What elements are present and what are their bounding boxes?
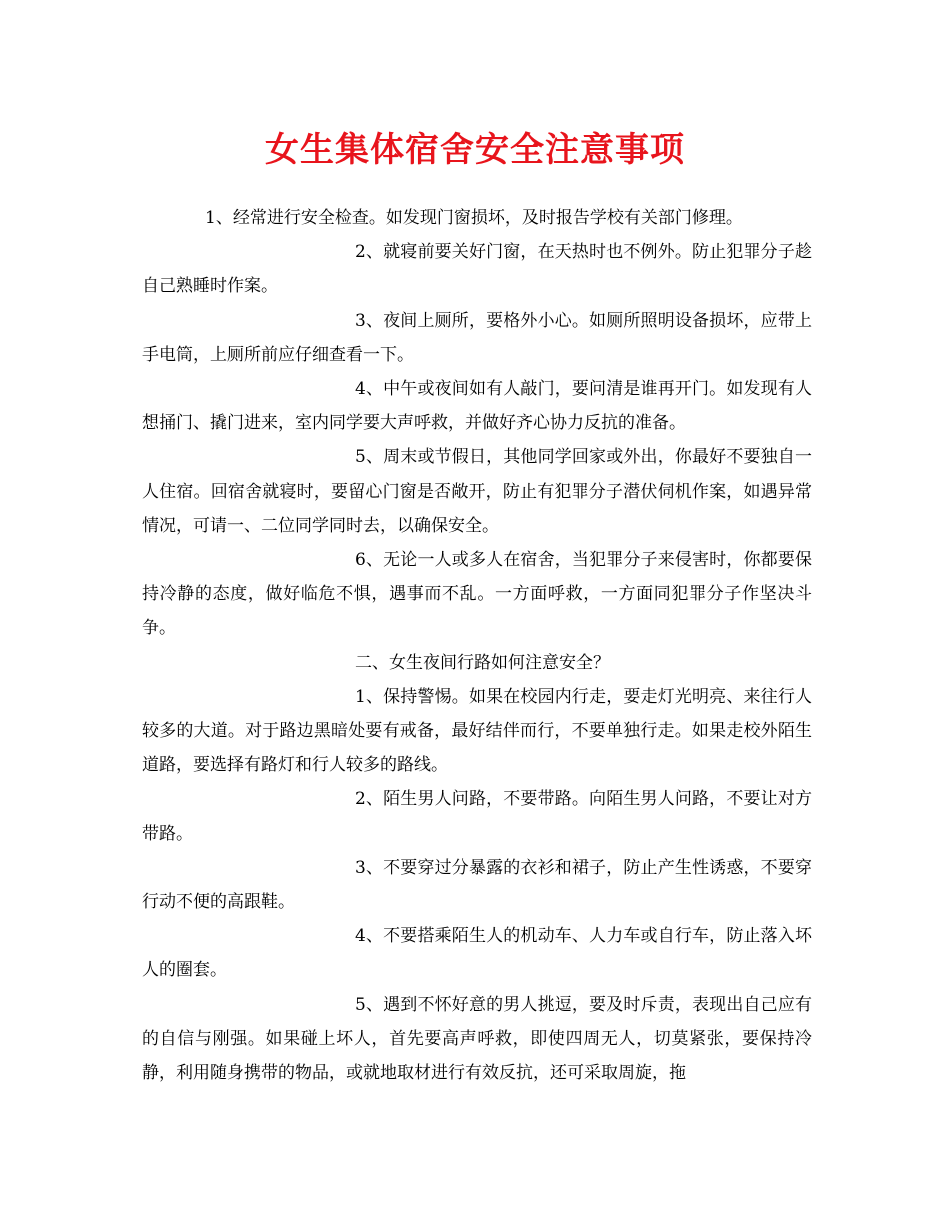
document-body [142,201,812,1090]
paragraph-5: 5、周末或节假日，其他同学回家或外出，你最好不要独自一人住宿。回宿舍就寝时，要留心门窗是否敞开，防止有犯罪分子潜伏伺机作案，如遇异常情况，可请一、二位同学同时去，以确保安全。 [142,447,812,536]
paragraph-10: 4、不要搭乘陌生人的机动车、人力车或自行车，防止落入坏人的圈套。 [142,926,812,981]
page-title: 女生集体宿舍安全注意事项 [265,130,685,170]
paragraph-4: 4、中午或夜间如有人敲门，要问清是谁再开门。如发现有人 想捅门、撬门进来，室内同学要大声呼救，并做好齐心协力反抗的准备。 [142,379,812,434]
section-heading: 二、女生夜间行路如何注意安全？ [355,652,610,673]
paragraph-8: 2、陌生男人问路，不要带路。向陌生男人问路，不要让对方带路。 [142,789,812,844]
paragraph-7: 1、保持警惕。如果在校园内行走，要走灯光明亮、来往行人较多的大道。对于路边黑暗处要有戒备，最好结伴而行，不要单独行走。如果走校外陌生道路，要选择有路灯和行人较多的路线。 [142,686,812,776]
paragraph-1: 1、经常进行安全检查。如发现门窗损坏，及时报告学校有关部门修理。 [205,208,743,228]
paragraph-11: 5、遇到不怀好意的男人挑逗，要及时斥责，表现出自己应有的自信与刚强。如果碰上坏人，首先要高声呼救，即使四周无人，切莫紧张，要保持冷静，利用随身携带的物品，或就地取材进行有效反抗，还可采取周旋，拖 [142,994,812,1084]
paragraph-6: 6、无论一人或多人在宿舍，当犯罪分子来侵害时，你都要保持冷静的态度，做好临危不惧，遇事而不乱。一方面呼救，一方面同犯罪分子作坚决斗争。 [142,550,812,639]
paragraph-3: 3、夜间上厕所，要格外小心。如厕所照明设备损坏，应带上手电筒，上厕所前应仔细查看一下。 [142,310,812,365]
paragraph-2: 2、就寝前要关好门窗，在天热时也不例外。防止犯罪分子趁自己熟睡时作案。 [142,242,812,297]
paragraph-9: 3、不要穿过分暴露的衣衫和裙子，防止产生性诱惑，不要穿行动不便的高跟鞋。 [142,857,812,913]
